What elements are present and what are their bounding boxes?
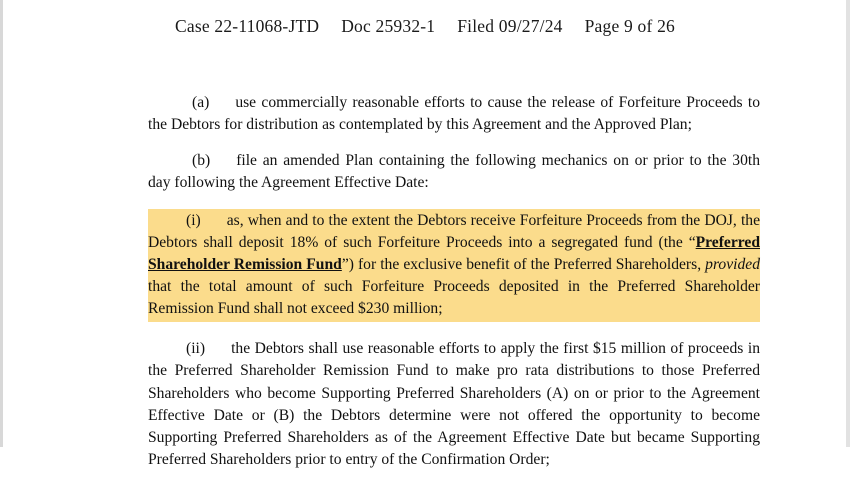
page-left-edge <box>0 0 3 447</box>
paragraph-a-text: use commercially reasonable efforts to cause the release of Forfeiture Proceeds to the Debtors for distribution as contemplated by this Agreement and the Approved Plan; <box>148 94 760 134</box>
document-body <box>148 92 760 485</box>
paragraph-a-label: (a) <box>192 94 210 111</box>
defined-term-preferred-shareholder-remission-fund: Preferred Shareholder Remission Fund <box>148 233 760 273</box>
court-filing-stamp <box>0 16 850 37</box>
stamp-page-number: Page 9 of 26 <box>584 16 675 36</box>
paragraph-a <box>148 92 760 136</box>
paragraph-ii-text: the Debtors shall use reasonable efforts to apply the first $15 million of proceeds in the Preferred Shareholder Remission Fund to make pro rata distributions to those Preferred Shareholders who become Supporting Preferred Shareholders (A) on or prior to the Agreement Effective Date or (B) the Debtors determine were not offered the opportunity to become Supporting Preferred Shareholders as of the Agreement Effective Date but became Supporting Preferred Shareholders prior to entry of the Confirmation Order; <box>148 340 760 468</box>
stamp-doc-number: Doc 25932-1 <box>341 16 436 36</box>
paragraph-b-label: (b) <box>192 152 211 170</box>
stamp-filed-date: Filed 09/27/24 <box>457 16 563 36</box>
paragraph-i-text-part2: ”) for the exclusive benefit of the Preferred Shareholders, <box>341 255 706 273</box>
paragraph-b <box>148 150 760 194</box>
paragraph-ii-label: (ii) <box>186 340 206 358</box>
stamp-case-number: Case 22-11068-JTD <box>175 16 320 36</box>
paragraph-ii <box>148 338 760 471</box>
paragraph-i-label: (i) <box>186 211 201 229</box>
paragraph-i-text-part1: as, when and to the extent the Debtors receive Forfeiture Proceeds from the DOJ, the Debtors shall deposit 18% of such Forfeiture Proceeds into a segregated fund (the “ <box>148 211 760 251</box>
paragraph-i-text-part3: that the total amount of such Forfeiture Proceeds deposited in the Preferred Shareholder Remission Fund shall not exceed $230 million; <box>148 277 760 318</box>
paragraph-b-text: file an amended Plan containing the following mechanics on or prior to the 30th day following the Agreement Effective Date: <box>148 152 760 192</box>
page-right-edge <box>846 0 850 447</box>
paragraph-i-emphasis: provided <box>705 255 760 273</box>
paragraph-i-highlighted <box>148 209 760 323</box>
